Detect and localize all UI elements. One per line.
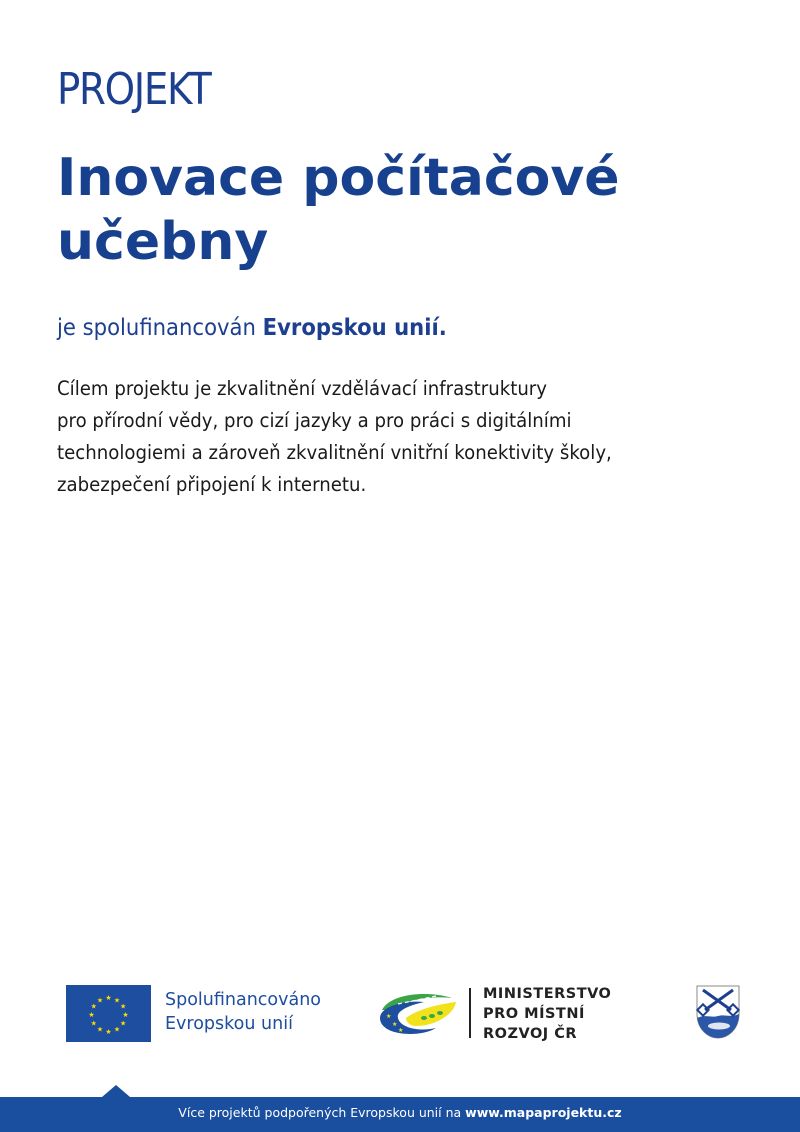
cofinanced-statement [57, 315, 447, 341]
mmr-line-2: PRO MÍSTNÍ [483, 1006, 585, 1022]
footer-label: Více projektů podpořených Evropskou unií na [178, 1105, 466, 1120]
description-line: technologiemi a zároveň zkvalitnění vnitřní konektivity školy, [57, 441, 612, 464]
eyebrow-label: PROJEKT [57, 64, 211, 115]
logo-divider [469, 988, 471, 1038]
project-title [57, 146, 620, 274]
municipal-crest-icon [695, 984, 741, 1044]
svg-text:★: ★ [113, 1025, 121, 1034]
mmr-label [483, 984, 611, 1044]
title-line-2: učebny [57, 212, 269, 272]
project-description [57, 373, 708, 501]
eu-flag-icon [66, 985, 151, 1042]
footer-link[interactable]: www.mapaprojektu.cz [465, 1105, 622, 1120]
svg-text:★: ★ [113, 996, 121, 1005]
mmr-line-3: ROZVOJ ČR [483, 1026, 578, 1042]
mmr-logo-icon [376, 988, 458, 1042]
svg-text:★: ★ [122, 1011, 129, 1019]
description-line: zabezpečení připojení k internetu. [57, 473, 367, 496]
svg-text:★: ★ [90, 1002, 97, 1011]
svg-text:★: ★ [96, 996, 104, 1005]
svg-text:★: ★ [386, 1013, 392, 1020]
description-line: Cílem projektu je zkvalitnění vzdělávací infrastruktury [57, 377, 548, 400]
svg-text:★: ★ [120, 1019, 127, 1028]
svg-text:★: ★ [105, 1028, 112, 1036]
svg-text:★: ★ [392, 1021, 398, 1028]
eu-label-line-1: Spolufinancováno [165, 990, 322, 1010]
svg-text:★: ★ [120, 1002, 127, 1011]
title-line-1: Inovace počítačové [57, 148, 620, 208]
subtitle-prefix: je spolufinancován [57, 315, 263, 341]
description-line: pro přírodní vědy, pro cizí jazyky a pro práci s digitálními [57, 409, 572, 432]
svg-text:★: ★ [398, 1027, 404, 1034]
eu-label-line-2: Evropskou unií [165, 1014, 293, 1034]
footer-pointer [102, 1085, 130, 1097]
svg-text:★: ★ [105, 994, 112, 1002]
eu-cofinanced-label [165, 988, 321, 1036]
mmr-line-1: MINISTERSTVO [483, 986, 612, 1002]
footer-text [0, 1105, 800, 1120]
svg-text:★: ★ [90, 1019, 97, 1028]
svg-text:★: ★ [96, 1025, 104, 1034]
svg-text:★: ★ [88, 1011, 95, 1019]
subtitle-bold: Evropskou unií. [262, 315, 447, 341]
